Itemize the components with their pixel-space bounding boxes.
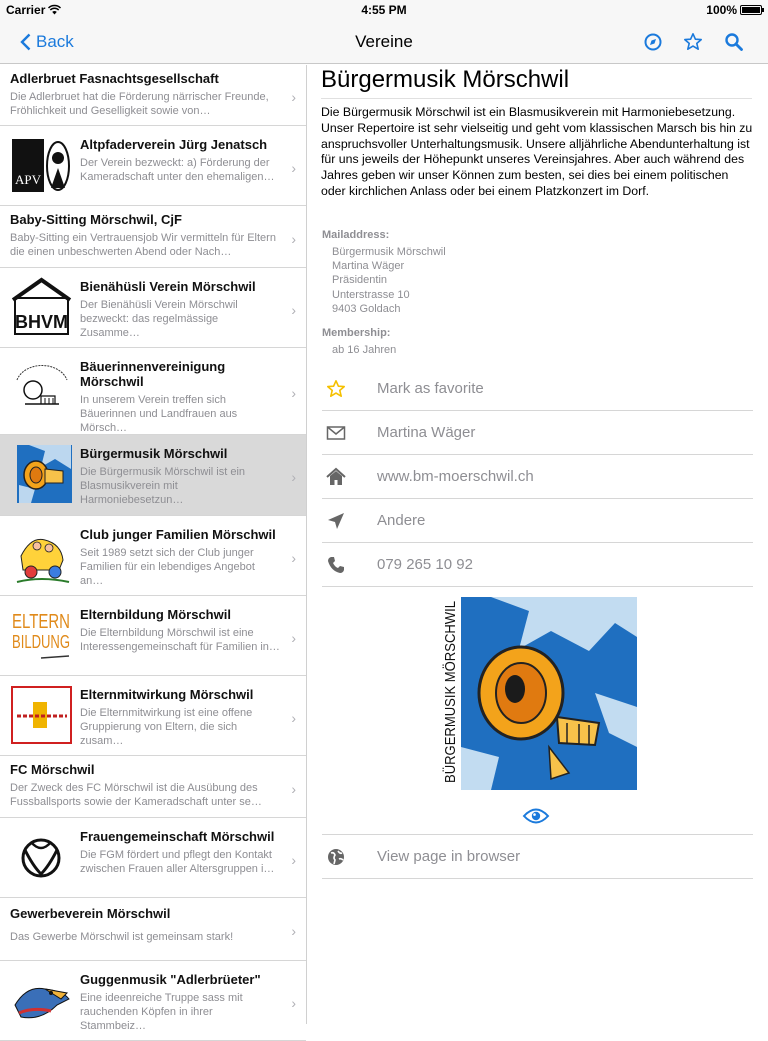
battery-icon	[740, 5, 762, 15]
location-button[interactable]	[322, 499, 753, 543]
fgm-logo	[11, 828, 72, 886]
list-item-description: Das Gewerbe Mörschwil ist gemeinsam stark!	[10, 931, 234, 943]
chevron-right-icon: ›	[291, 994, 296, 1011]
list-item-description: Die FGM fördert und pflegt den Kontakt zwischen Frauen aller Altersgruppen i…	[80, 849, 275, 875]
home-icon	[326, 467, 346, 487]
list-item-title: Baby-Sitting Mörschwil, CjF	[10, 212, 182, 227]
mail-address-label: Mailaddress:	[322, 229, 390, 241]
list-item-description: Baby-Sitting ein Vertrauensjob Wir vermitteln für Eltern die einen unbeschwerten Abend oder Nach…	[10, 232, 276, 258]
cjf-logo	[11, 526, 72, 584]
list-item-title: Guggenmusik "Adlerbrüeter"	[80, 972, 261, 987]
address-line: Bürgermusik Mörschwil	[332, 246, 446, 258]
search-icon[interactable]	[724, 32, 744, 52]
list-item-description: In unserem Verein treffen sich Bäuerinnen und Landfrauen aus Mörsch…	[80, 394, 238, 434]
svg-text:BILDUNG: BILDUNG	[12, 632, 70, 652]
list-item[interactable]	[0, 596, 306, 676]
list-item-title: Adlerbruet Fasnachtsgesellschaft	[10, 71, 219, 86]
list-item-description: Seit 1989 setzt sich der Club junger Familien für ein lebendiges Angebot an…	[80, 547, 255, 587]
list-item-description: Der Zweck des FC Mörschwil ist die Ausübung des Fussballsports sowie der Kameradschaft unter se…	[10, 782, 262, 808]
list-item-title: Elternmitwirkung Mörschwil	[80, 687, 254, 702]
list-item[interactable]	[0, 961, 306, 1041]
chevron-right-icon: ›	[291, 709, 296, 726]
globe-icon	[326, 847, 346, 867]
list-item-title: Gewerbeverein Mörschwil	[10, 906, 171, 921]
compass-icon[interactable]	[643, 32, 663, 52]
list-item-title: Bienähüsli Verein Mörschwil	[80, 279, 256, 294]
list-item-title: FC Mörschwil	[10, 762, 95, 777]
svg-text:ELTERN: ELTERN	[12, 611, 70, 633]
list-item-description: Die Bürgermusik Mörschwil ist ein Blasmusikverein mit Harmoniebesetzun…	[80, 466, 246, 506]
list-item-title: Bäuerinnenvereinigung Mörschwil	[80, 359, 226, 389]
chevron-right-icon: ›	[291, 159, 296, 176]
list-item-selected[interactable]	[0, 435, 306, 516]
action-label: Martina Wäger	[377, 424, 476, 441]
detail-title: Bürgermusik Mörschwil	[321, 66, 570, 93]
chevron-right-icon: ›	[291, 851, 296, 868]
battery-label: 100%	[706, 3, 737, 17]
address-line: Präsidentin	[332, 274, 388, 287]
nav-title: Vereine	[355, 32, 413, 51]
chevron-right-icon: ›	[291, 923, 296, 939]
address-line: Martina Wäger	[332, 260, 405, 273]
list-item-description: Die Elternmitwirkung ist eine offene Gruppierung von Eltern, die sich zusam…	[80, 707, 253, 747]
star-icon	[326, 379, 346, 399]
list-item-title: Frauengemeinschaft Mörschwil	[80, 829, 275, 844]
address-line: Unterstrasse 10	[332, 288, 410, 301]
phone-button[interactable]	[322, 543, 753, 587]
mark-favorite-button[interactable]	[322, 367, 753, 411]
apv-logo	[11, 136, 72, 194]
list-item-description: Die Adlerbruet hat die Förderung närrischer Freunde, Fröhlichkeit und Geselligkeit sowie von…	[10, 91, 269, 117]
list-item[interactable]	[0, 818, 306, 898]
list-item-description: Die Elternbildung Mörschwil ist eine Interessengemeinschaft für Familien in…	[80, 627, 280, 653]
list-item-title: Bürgermusik Mörschwil	[80, 446, 228, 461]
chevron-right-icon: ›	[291, 629, 296, 646]
detail-description: Die Bürgermusik Mörschwil ist ein Blasmusikverein mit Harmoniebesetzung. Unser Repertoire ist sehr vielseitig und geht vom klassischen Marsch bis hin zu anspruchsvoller Unterhaltungsmusik. Unsere alljährliche Abendunterhaltung ist für uns jeweils der Höhepunkt unseres Vereinsjahres. Aber auch während des Jahres geben wir unser Können zum besten, sei dies bei einem politischen oder kirchlichen Anlass oder bei einem Platzkonzert im Dorf.	[321, 105, 753, 198]
location-arrow-icon	[326, 511, 346, 531]
action-label: View page in browser	[377, 848, 521, 865]
chevron-right-icon: ›	[291, 230, 296, 247]
list-item[interactable]	[0, 65, 306, 126]
status-bar	[0, 0, 768, 20]
battery-indicator	[706, 3, 762, 17]
list-item[interactable]	[0, 268, 306, 348]
mail-address	[332, 245, 446, 316]
list-item-title: Altpfaderverein Jürg Jenatsch	[80, 137, 268, 152]
list-item[interactable]	[0, 756, 306, 818]
adlerbrueter-logo	[11, 971, 72, 1029]
list-item-title: Elternbildung Mörschwil	[80, 607, 231, 622]
svg-text:APV: APV	[15, 172, 42, 187]
list-item[interactable]	[0, 676, 306, 756]
list-item[interactable]	[0, 206, 306, 268]
baeuerinnen-logo	[11, 360, 72, 418]
chevron-right-icon: ›	[291, 469, 296, 485]
title-divider	[321, 98, 752, 99]
elternbildung-logo	[11, 606, 72, 664]
carrier-label: Carrier	[6, 3, 46, 17]
list-item[interactable]	[0, 126, 306, 206]
action-label: Mark as favorite	[377, 380, 484, 397]
list-item[interactable]	[0, 898, 306, 961]
buergermusik-logo-large	[439, 580, 637, 790]
chevron-right-icon: ›	[291, 385, 296, 401]
svg-text:BÜRGERMUSIK MÖRSCHWIL: BÜRGERMUSIK MÖRSCHWIL	[443, 580, 459, 783]
list-item-description: Der Bienähüsli Verein Mörschwil bezweckt: das regelmässige Zusamme…	[80, 299, 238, 339]
buergermusik-logo	[11, 445, 72, 503]
list-item-title: Club junger Familien Mörschwil	[80, 527, 276, 542]
list-item[interactable]	[0, 516, 306, 596]
club-list[interactable]	[0, 65, 307, 1032]
list-item[interactable]	[0, 348, 306, 435]
elternmitwirkung-logo	[11, 686, 72, 744]
favorites-star-icon[interactable]	[683, 32, 703, 52]
website-button[interactable]	[322, 455, 753, 499]
svg-text:BHVM: BHVM	[15, 312, 68, 332]
action-label: 079 265 10 92	[377, 556, 473, 573]
back-label: Back	[36, 32, 74, 51]
navigation-bar	[0, 20, 768, 64]
chevron-right-icon: ›	[291, 89, 296, 105]
view-in-browser-button[interactable]	[322, 835, 753, 879]
list-item-description: Eine ideenreiche Truppe sass mit rauchenden Köpfen in ihrer Stammbeiz…	[80, 992, 243, 1032]
clock: 4:55 PM	[361, 3, 407, 17]
phone-icon	[326, 555, 346, 575]
action-label: Andere	[377, 512, 426, 529]
mail-icon	[326, 423, 346, 443]
chevron-right-icon: ›	[291, 780, 296, 797]
detail-pane	[308, 65, 768, 1024]
membership-label: Membership:	[322, 327, 391, 339]
bhvm-logo	[11, 278, 72, 336]
membership-value: ab 16 Jahren	[332, 344, 397, 356]
chevron-right-icon: ›	[291, 301, 296, 318]
list-item-description: Der Verein bezweckt: a) Förderung der Kameradschaft unter den ehemaligen…	[80, 157, 275, 183]
chevron-right-icon: ›	[291, 549, 296, 566]
address-line: 9403 Goldach	[332, 302, 401, 315]
email-contact-button[interactable]	[322, 411, 753, 455]
eye-icon[interactable]	[523, 807, 549, 825]
action-label: www.bm-moerschwil.ch	[377, 468, 534, 485]
